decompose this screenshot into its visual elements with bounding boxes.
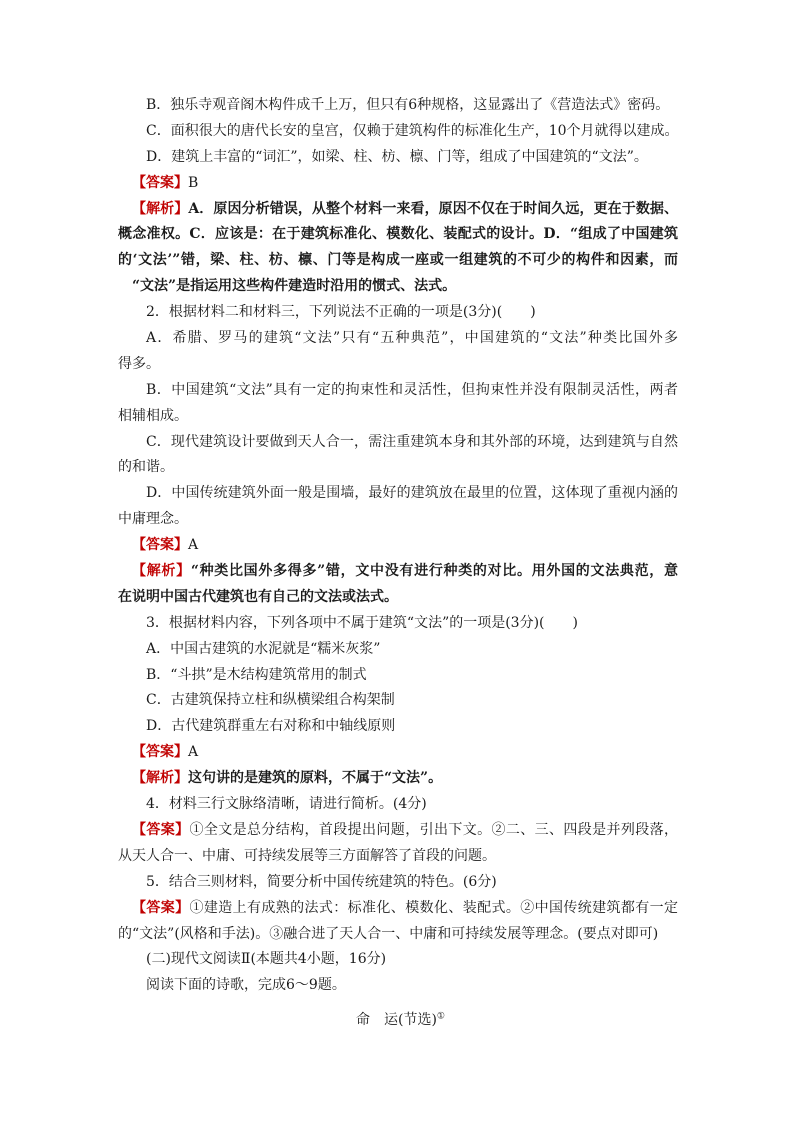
q4-answer-text-1: ①全文是总分结构，首段提出问题，引出下文。②二、三、四段是并列段落， <box>189 821 679 838</box>
q5-answer-text-1: ①建造上有成熟的法式：标准化、模数化、装配式。②中国传统建筑都有一定 <box>189 899 679 916</box>
answer-tag: 【答案】 <box>132 899 190 916</box>
q2-analysis-text-1: “种类比国外多得多”错，文中没有进行种类的对比。用外国的文法典范，意 <box>190 563 679 580</box>
q1-analysis-line-2: 概念准权。C．应该是：在于建筑标准化、模数化、装配式的设计。D．“组成了中国建筑 <box>118 226 678 243</box>
q2-option-a-line-2: 得多。 <box>118 355 160 372</box>
answer-tag: 【答案】 <box>132 744 188 761</box>
q3-analysis <box>118 766 678 792</box>
q1-analysis-text-1: A．原因分析错误，从整个材料一来看，原因不仅在于时间久远，更在于数据、 <box>188 200 679 217</box>
poem-title <box>118 1003 678 1037</box>
q2-option-b-line-1: B．中国建筑“文法”具有一定的拘束性和灵活性，但拘束性并没有限制灵活性，两者 <box>146 381 678 398</box>
q2-option-d-line-2: 中庸理念。 <box>118 511 188 528</box>
q5-stem: 5．结合三则材料，简要分析中国传统建筑的特色。(6分) <box>146 873 497 890</box>
q1-answer-value: B <box>188 174 199 191</box>
footnote-marker[interactable]: ① <box>436 1011 445 1022</box>
q1-analysis-line-1 <box>118 197 678 223</box>
q2-option-c-line-1: C．现代建筑设计要做到天人合一，需注重建筑本身和其外部的环境，达到建筑与自然 <box>146 433 678 450</box>
q1-analysis-line-3: 的‘文法’”错，梁、柱、枋、檩、门等是构成一座或一组建筑的不可少的构件和因素，而 <box>118 252 678 269</box>
answer-tag: 【答案】 <box>132 174 188 191</box>
q3-stem: 3．根据材料内容，下列各项中不属于建筑“文法”的一项是(3分)( ) <box>146 614 578 631</box>
q3-answer-value: A <box>188 744 199 761</box>
q2-option-d-line-1: D．中国传统建筑外面一般是围墙，最好的建筑放在最里的位置，这体现了重视内涵的 <box>146 485 678 502</box>
q2-answer <box>118 533 678 559</box>
q2-option-a-line-1: A．希腊、罗马的建筑“文法”只有“五种典范”，中国建筑的“文法”种类比国外多 <box>146 330 678 347</box>
section-2-instruction: 阅读下面的诗歌，完成6～9题。 <box>146 977 346 994</box>
page-content <box>118 93 678 1037</box>
q4-answer-line-2: 从天人合一、中庸、可持续发展等三方面解答了首段的问题。 <box>118 847 496 864</box>
q5-answer-line-2: 的“文法”(风格和手法)。③融合进了天人合一、中庸和可持续发展等理念。(要点对即可) <box>118 925 659 942</box>
q3-analysis-text: 这句讲的是建筑的原料，不属于“文法”。 <box>188 770 443 787</box>
q1-analysis-line-4: “文法”是指运用这些构件建造时沿用的惯式、法式。 <box>132 278 457 295</box>
q4-answer-line-1 <box>118 818 678 844</box>
q2-option-b-line-2: 相辅相成。 <box>118 407 188 424</box>
analysis-tag: 【解析】 <box>132 200 189 217</box>
q2-answer-value: A <box>188 537 199 554</box>
q1-answer <box>118 171 678 197</box>
q1-option-c: C．面积很大的唐代长安的皇宫，仅赖于建筑构件的标准化生产，10个月就得以建成。 <box>146 122 679 139</box>
q3-option-d: D．古代建筑群重左右对称和中轴线原则 <box>146 718 396 735</box>
section-2-heading: (二)现代文阅读Ⅱ(本题共4小题，16分) <box>146 951 387 968</box>
answer-tag: 【答案】 <box>132 537 188 554</box>
answer-tag: 【答案】 <box>132 821 190 838</box>
analysis-tag: 【解析】 <box>132 563 191 580</box>
q3-option-c: C．古建筑保持立柱和纵横梁组合构架制 <box>146 692 395 709</box>
q5-answer-line-1 <box>118 896 678 922</box>
q2-option-c-line-2: 的和谐。 <box>118 459 174 476</box>
q3-answer <box>118 740 678 766</box>
q3-option-a: A．中国古建筑的水泥就是“糯米灰浆” <box>146 640 381 657</box>
q1-option-b: B．独乐寺观音阁木构件成千上万，但只有6种规格，这显露出了《营造法式》密码。 <box>146 97 670 113</box>
q4-stem: 4．材料三行文脉络清晰，请进行简析。(4分) <box>146 796 427 813</box>
q3-option-b: B．“斗拱”是木结构建筑常用的制式 <box>146 666 367 683</box>
q2-analysis-line-1 <box>118 559 678 585</box>
analysis-tag: 【解析】 <box>132 770 188 787</box>
q1-option-d: D．建筑上丰富的“词汇”，如梁、柱、枋、檩、门等，组成了中国建筑的“文法”。 <box>146 148 648 165</box>
q2-stem: 2．根据材料二和材料三，下列说法不正确的一项是(3分)( ) <box>146 304 536 321</box>
q2-analysis-line-2: 在说明中国古代建筑也有自己的文法或法式。 <box>118 588 398 605</box>
poem-title-text: 命 运(节选) <box>355 1012 437 1029</box>
